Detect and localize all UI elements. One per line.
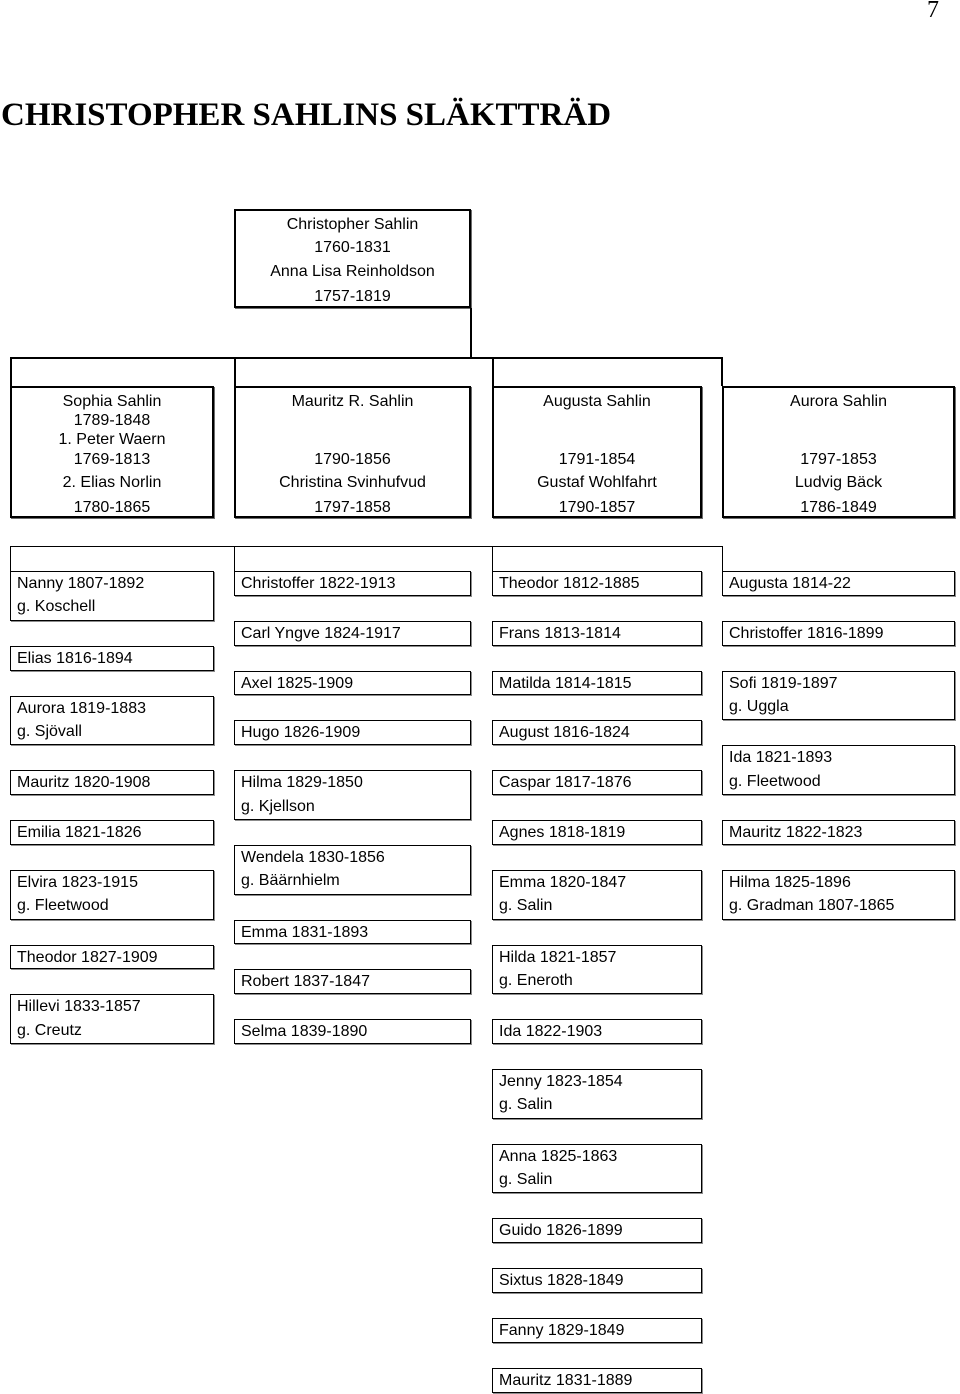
spouse-dates: 1786-1849 <box>800 499 877 516</box>
root-box <box>234 209 471 308</box>
grandchild-box <box>234 621 471 646</box>
grandchild-name: Hugo 1826-1909 <box>241 724 361 742</box>
grandchild-box <box>722 671 955 721</box>
grandchild-spouse: g. Sjövall <box>17 722 82 740</box>
grandchild-spouse: g. Salin <box>499 1171 553 1189</box>
grandchild-box <box>492 571 702 596</box>
grandchild-spouse: g. Gradman 1807-1865 <box>729 897 895 915</box>
grandchild-spouse: g. Eneroth <box>499 971 573 989</box>
grandchild-spouse: g. Creutz <box>17 1021 82 1039</box>
connector-line <box>722 546 723 571</box>
grandchild-spouse: g. Kjellson <box>241 797 315 815</box>
grandchild-name: Caspar 1817-1876 <box>499 774 632 792</box>
grandchild-name: Emma 1820-1847 <box>499 873 627 891</box>
connector-line <box>470 308 472 358</box>
grandchild-box <box>234 571 471 596</box>
spouse-name: 1. Peter Waern <box>58 431 166 448</box>
child-box-sophia <box>10 386 214 518</box>
root-name: Christopher Sahlin <box>286 216 419 233</box>
child-name: Augusta Sahlin <box>543 393 651 410</box>
grandchild-spouse: g. Fleetwood <box>17 897 109 915</box>
grandchild-name: Matilda 1814-1815 <box>499 674 632 692</box>
grandchild-name: August 1816-1824 <box>499 724 630 742</box>
grandchild-name: Ida 1822-1903 <box>499 1023 603 1041</box>
grandchild-box <box>492 1268 702 1293</box>
child-dates: 1790-1856 <box>314 451 391 468</box>
spouse-name: Ludvig Bäck <box>794 474 883 491</box>
grandchild-box <box>492 870 702 920</box>
grandchild-name: Hilma 1825-1896 <box>729 873 851 891</box>
grandchild-box <box>10 646 214 671</box>
child-name: Sophia Sahlin <box>62 393 162 410</box>
connector-line <box>10 546 11 571</box>
grandchild-name: Aurora 1819-1883 <box>17 699 146 717</box>
grandchild-name: Hillevi 1833-1857 <box>17 998 141 1016</box>
grandchild-box <box>492 1019 702 1044</box>
grandchild-name: Hilda 1821-1857 <box>499 948 617 966</box>
grandchild-spouse: g. Salin <box>499 897 553 915</box>
root-spouse-name: Anna Lisa Reinholdson <box>270 263 435 280</box>
spouse-dates: 1790-1857 <box>558 499 636 516</box>
grandchild-box <box>234 720 471 745</box>
grandchild-name: Wendela 1830-1856 <box>241 848 385 866</box>
grandchild-box <box>10 820 214 845</box>
grandchild-box <box>234 969 471 994</box>
grandchild-box <box>10 994 214 1044</box>
grandchild-spouse: g. Fleetwood <box>729 772 821 790</box>
spouse-name: Christina Svinhufvud <box>279 474 426 491</box>
grandchild-name: Jenny 1823-1854 <box>499 1073 623 1090</box>
page-title: CHRISTOPHER SAHLINS SLÄKTTRÄD <box>1 97 612 133</box>
spouse-dates: 1797-1858 <box>314 499 391 516</box>
grandchild-name: Christoffer 1816-1899 <box>729 624 884 642</box>
grandchild-box <box>234 1019 471 1044</box>
child-dates: 1789-1848 <box>73 412 151 429</box>
spouse-name: Gustaf Wohlfahrt <box>537 474 657 491</box>
grandchild-box <box>234 671 471 696</box>
grandchild-box <box>722 621 955 646</box>
grandchild-name: Sofi 1819-1897 <box>729 674 838 692</box>
grandchild-box <box>722 571 955 596</box>
grandchild-name: Emilia 1821-1826 <box>17 824 142 841</box>
grandchild-name: Frans 1813-1814 <box>499 624 621 642</box>
grandchild-box <box>492 1218 702 1243</box>
grandchild-box <box>492 720 702 745</box>
grandchild-spouse: g. Salin <box>499 1096 553 1114</box>
root-spouse-dates: 1757-1819 <box>314 288 391 305</box>
grandchild-name: Axel 1825-1909 <box>241 674 354 692</box>
grandchildren-column-aurora <box>722 571 955 1394</box>
grandchild-spouse: g. Koschell <box>17 598 96 616</box>
grandchildren-column-mauritz <box>234 571 471 1394</box>
connector-line <box>10 546 723 547</box>
grandchild-name: Anna 1825-1863 <box>499 1147 618 1165</box>
grandchild-box <box>492 1368 702 1393</box>
grandchild-name: Emma 1831-1893 <box>241 923 369 941</box>
grandchild-box <box>492 945 702 995</box>
grandchild-name: Fanny 1829-1849 <box>499 1322 625 1339</box>
grandchild-name: Ida 1821-1893 <box>729 749 833 767</box>
grandchild-name: Agnes 1818-1819 <box>499 824 626 841</box>
connector-line <box>492 358 494 386</box>
grandchild-box <box>234 845 471 895</box>
root-dates: 1760-1831 <box>314 239 391 256</box>
spouse-name: 2. Elias Norlin <box>62 474 162 491</box>
child-box-augusta <box>492 386 702 518</box>
grandchild-box <box>492 1069 702 1119</box>
page-number: 7 <box>927 0 939 23</box>
grandchild-box <box>722 870 955 920</box>
grandchild-box <box>10 696 214 746</box>
grandchild-name: Selma 1839-1890 <box>241 1023 368 1041</box>
grandchild-box <box>10 945 214 970</box>
grandchild-name: Elias 1816-1894 <box>17 649 133 667</box>
child-name: Aurora Sahlin <box>790 393 887 410</box>
grandchild-spouse: g. Bäärnhielm <box>241 872 340 890</box>
grandchild-box <box>722 745 955 795</box>
grandchild-name: Nanny 1807-1892 <box>17 575 145 592</box>
grandchild-box <box>492 671 702 696</box>
grandchild-name: Sixtus 1828-1849 <box>499 1272 624 1290</box>
grandchild-name: Guido 1826-1899 <box>499 1222 623 1240</box>
grandchild-box <box>492 770 702 795</box>
grandchild-box <box>10 770 214 795</box>
grandchild-box <box>234 920 471 945</box>
grandchild-box <box>10 571 214 621</box>
child-box-aurora <box>722 386 955 518</box>
grandchild-box <box>492 1144 702 1194</box>
grandchild-box <box>234 770 471 820</box>
grandchild-name: Mauritz 1820-1908 <box>17 774 151 792</box>
grandchild-box <box>492 621 702 646</box>
connector-line <box>492 546 493 571</box>
grandchild-box <box>492 1318 702 1343</box>
connector-line <box>234 358 236 386</box>
spouse-dates: 1769-1813 <box>73 451 151 468</box>
grandchild-name: Theodor 1827-1909 <box>17 948 158 966</box>
child-dates: 1791-1854 <box>558 451 636 468</box>
grandchild-name: Theodor 1812-1885 <box>499 575 640 592</box>
child-dates: 1797-1853 <box>800 451 877 468</box>
child-box-mauritz <box>234 386 471 518</box>
grandchildren-column-augusta <box>492 571 702 1394</box>
grandchild-name: Carl Yngve 1824-1917 <box>241 624 401 642</box>
child-name: Mauritz R. Sahlin <box>291 393 414 410</box>
grandchild-name: Mauritz 1831-1889 <box>499 1371 633 1389</box>
grandchild-name: Mauritz 1822-1823 <box>729 824 863 841</box>
grandchild-name: Robert 1837-1847 <box>241 973 370 991</box>
grandchild-name: Elvira 1823-1915 <box>17 873 138 891</box>
grandchild-box <box>10 870 214 920</box>
grandchild-name: Hilma 1829-1850 <box>241 774 363 792</box>
grandchildren-column-sophia <box>10 571 214 1394</box>
grandchild-spouse: g. Uggla <box>729 698 789 715</box>
grandchild-name: Christoffer 1822-1913 <box>241 575 396 592</box>
spouse-dates: 1780-1865 <box>73 499 151 516</box>
connector-line <box>10 358 12 386</box>
grandchild-box <box>492 820 702 845</box>
connector-line <box>234 546 235 571</box>
connector-line <box>10 357 723 359</box>
grandchild-box <box>722 820 955 845</box>
connector-line <box>721 358 723 386</box>
grandchild-name: Augusta 1814-22 <box>729 575 851 592</box>
